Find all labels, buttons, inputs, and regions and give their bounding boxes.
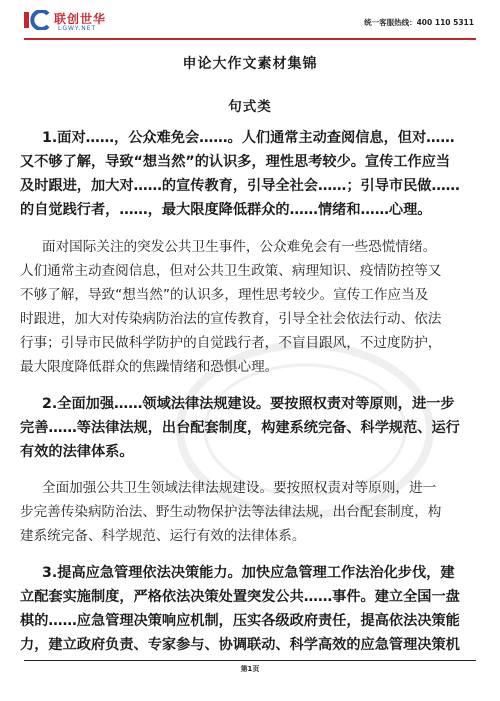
heading-line: 的自觉践行者，……，最大限度降低群众的……情绪和……心理。 (20, 202, 432, 218)
paragraph-line: 不够了解，导致“想当然”的认识多，理性思考较少。宣传工作应当及 (20, 287, 429, 303)
paragraph-line: 步完善传染病防治法、野生动物保护法等法律法规，出台配套制度，构 (20, 504, 442, 520)
logo-text: 联创世华 (54, 12, 107, 26)
logo-subtext: LGWY.NET (58, 25, 97, 32)
paragraph-line: 建系统完备、科学规范、运行有效的法律体系。 (20, 528, 306, 544)
hotline-text: 统一客服热线：400 110 5311 (364, 18, 474, 27)
paragraph-line: 时跟进，加大对传染病防治法的宣传教育，引导全社会依法行动、依法 (20, 311, 442, 327)
page-header (24, 8, 476, 40)
heading-line: 完善……等法律法规，出台配套制度，构建系统完备、科学规范、运行 (20, 420, 460, 436)
paragraph-line: 最大限度降低群众的焦躁情绪和恐惧心理。 (20, 359, 279, 375)
heading-line: 1.面对……，公众难免会……。人们通常主动查阅信息，但对…… (42, 130, 455, 146)
heading-line: 立配套实施制度，严格依法决策处置突发公共……事件。建立全国一盘 (20, 589, 460, 605)
paragraph-line: 行事；引导市民做科学防护的自觉践行者，不盲目跟风，不过度防护， (20, 335, 442, 351)
paragraph-line: 人们通常主动查阅信息，但对公共卫生政策、病理知识、疫情防控等又 (20, 263, 442, 279)
heading-line: 棋的……应急管理决策响应机制，压实各级政府责任，提高依法决策能 (20, 613, 460, 629)
footer-rule (24, 660, 476, 661)
logo-icon (24, 10, 50, 30)
paragraph-line: 全面加强公共卫生领域法律法规建设。要按照权责对等原则，进一 (42, 480, 437, 496)
heading-line: 及时跟进，加大对……的宣传教育，引导全社会……；引导市民做…… (20, 178, 460, 194)
heading-line: 又不够了解，导致“想当然”的认识多，理性思考较少。宣传工作应当 (20, 154, 451, 170)
heading-line: 有效的法律体系。 (20, 444, 134, 460)
document-title: 申论大作文素材集锦 (182, 56, 318, 72)
heading-line: 3.提高应急管理依法决策能力。加快应急管理工作法治化步伐，建 (42, 565, 455, 581)
heading-line: 2.全面加强……领域法律法规建设。要按照权责对等原则，进一步 (42, 396, 455, 412)
paragraph-line: 面对国际关注的突发公共卫生事件，公众难免会有一些恐慌情绪。 (42, 239, 437, 255)
section-heading: 句式类 (228, 99, 272, 115)
page-number: 第1页 (240, 665, 260, 673)
heading-line: 力，建立政府负责、专家参与、协调联动、科学高效的应急管理决策机 (20, 637, 460, 653)
